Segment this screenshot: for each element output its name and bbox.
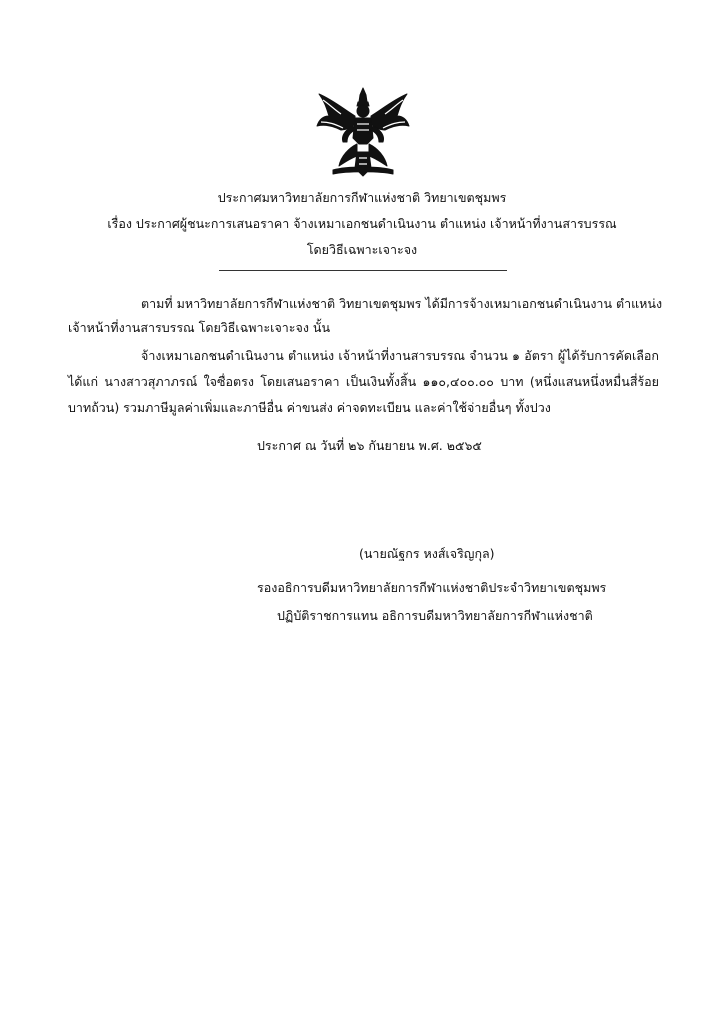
announcement-title: ประกาศมหาวิทยาลัยการกีฬาแห่งชาติ วิทยาเขตชุมพร: [217, 190, 507, 205]
procurement-method: โดยวิธีเฉพาะเจาะจง: [306, 242, 418, 257]
paragraph-1-line-1: ตามที่ มหาวิทยาลัยการกีฬาแห่งชาติ วิทยาเขตชุมพร ได้มีการจ้างเหมาเอกชนดำเนินงาน ตำแหน่ง: [141, 296, 663, 311]
signatory-acting-for: ปฏิบัติราชการแทน อธิการบดีมหาวิทยาลัยการกีฬาแห่งชาติ: [277, 608, 593, 623]
announcement-date: ประกาศ ณ วันที่ ๒๖ กันยายน พ.ศ. ๒๕๖๕: [257, 438, 482, 453]
signatory-name: (นายณัฐกร หงส์เจริญกุล): [359, 546, 495, 561]
paragraph-2-line-2: ได้แก่ นางสาวสุภาภรณ์ ใจซื่อตรง โดยเสนอราคา เป็นเงินทั้งสิ้น ๑๑๐,๔๐๐.๐๐ บาท (หนึ่งแสนหนึ่งหมื่นสี่ร้อย: [68, 374, 659, 389]
garuda-emblem-icon: [311, 86, 415, 182]
title-divider: [219, 270, 507, 271]
signatory-position: รองอธิการบดีมหาวิทยาลัยการกีฬาแห่งชาติประจำวิทยาเขตชุมพร: [257, 580, 607, 595]
paragraph-2-line-3: บาทถ้วน) รวมภาษีมูลค่าเพิ่มและภาษีอื่น ค่าขนส่ง ค่าจดทะเบียน และค่าใช้จ่ายอื่นๆ ทั้งปวง: [68, 400, 551, 415]
announcement-subject: เรื่อง ประกาศผู้ชนะการเสนอราคา จ้างเหมาเอกชนดำเนินงาน ตำแหน่ง เจ้าหน้าที่งานสารบรรณ: [107, 216, 617, 231]
paragraph-2-line-1: จ้างเหมาเอกชนดำเนินงาน ตำแหน่ง เจ้าหน้าที่งานสารบรรณ จำนวน ๑ อัตรา ผู้ได้รับการคัดเลือก: [141, 348, 659, 363]
paragraph-1-line-2: เจ้าหน้าที่งานสารบรรณ โดยวิธีเฉพาะเจาะจง นั้น: [68, 320, 331, 335]
